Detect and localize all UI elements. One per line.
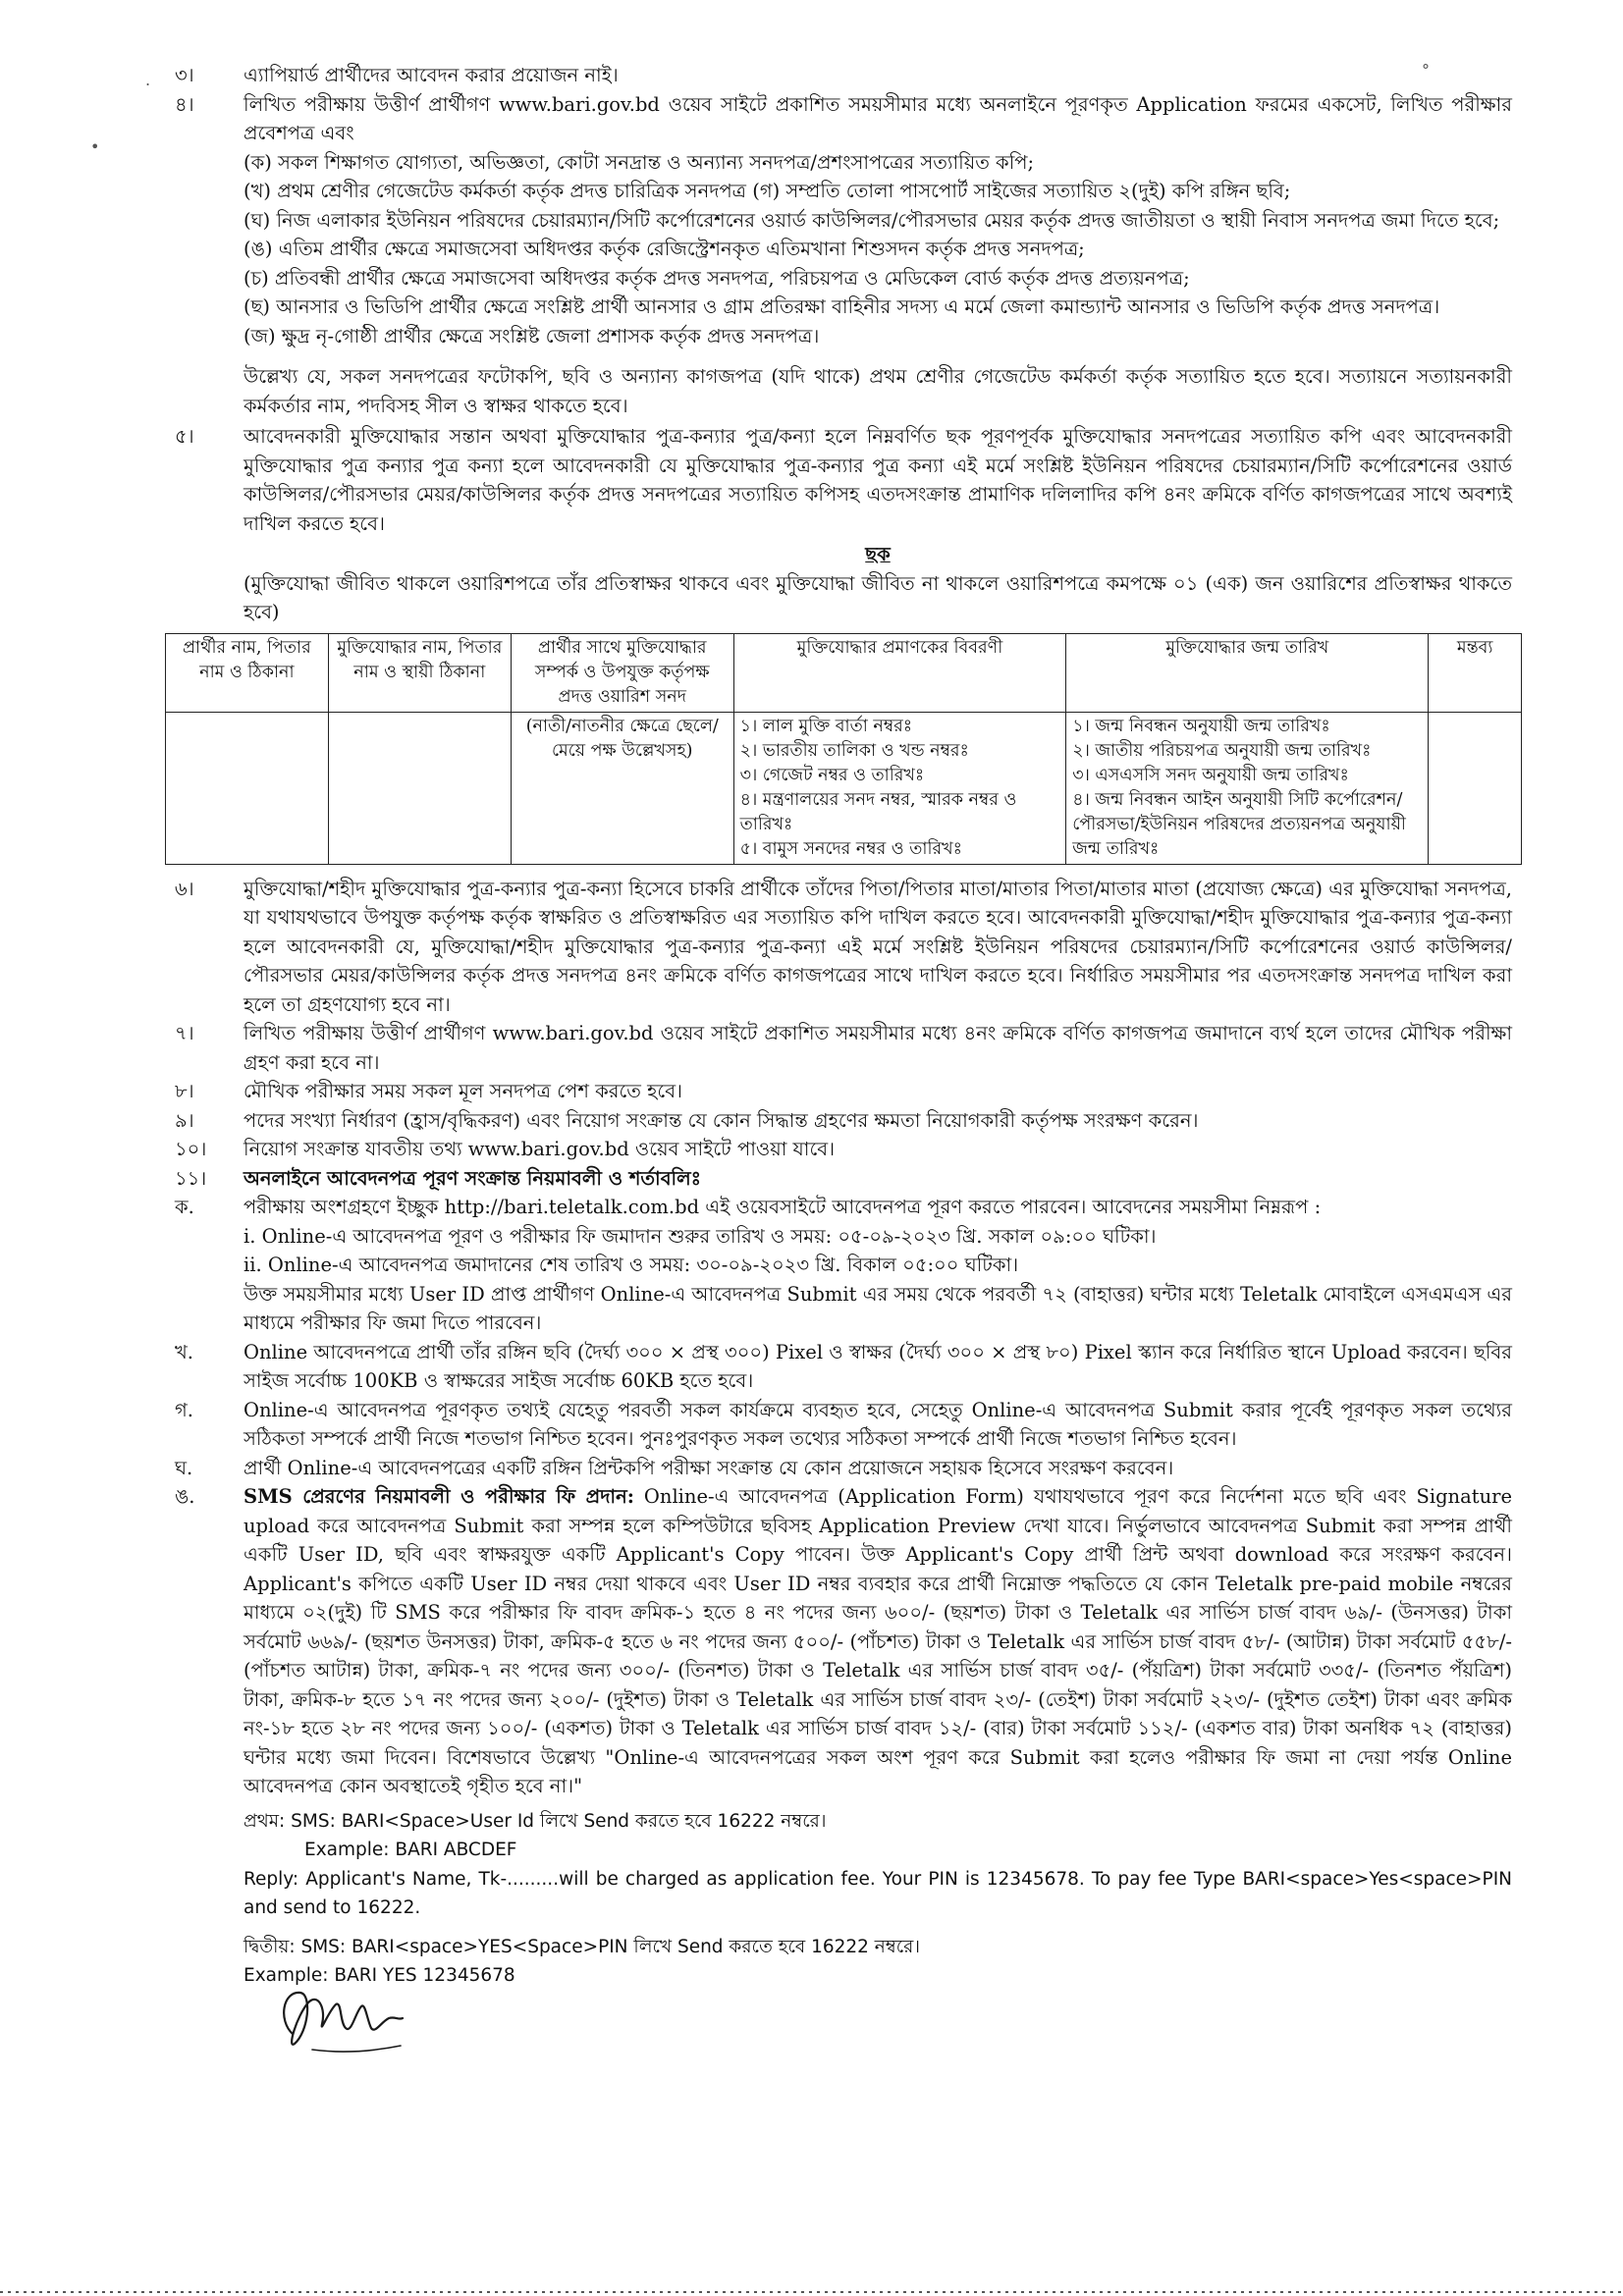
list-item bbox=[175, 875, 1512, 1020]
sms-second-step: দ্বিতীয়: SMS: BARI<space>YES<Space>PIN লিখে Send করতে হবে 16222 নম্বরে। bbox=[243, 1936, 920, 1957]
document-body bbox=[175, 61, 1512, 1991]
list-item bbox=[175, 1135, 1512, 1164]
list-item bbox=[175, 61, 1512, 90]
list-item bbox=[175, 1019, 1512, 1077]
proof-line: ৩। গেজেট নম্বর ও তারিখঃ bbox=[739, 765, 925, 785]
birth-line: ২। জাতীয় পরিচয়পত্র অনুযায়ী জন্ম তারিখঃ bbox=[1072, 740, 1372, 761]
table-cell bbox=[328, 712, 511, 864]
table-header-row bbox=[166, 633, 1522, 712]
rule-text: Online আবেদনপত্রে প্রার্থী তাঁর রঙ্গিন ছবি (দৈর্ঘ্য ৩০০ × প্রস্থ ৩০০) Pixel ও স্বাক্ষর (দৈর্ঘ্য ৩০০ × প্রস্থ ৮০) Pixel স্ক্যান করে নির্ধারিত স্থানে Upload করবেন। ছবির সাইজ সর্বোচ্চ 100KB ও স্বাক্ষরের সাইজ সর্বোচ্চ 60KB হতে হবে। bbox=[243, 1340, 1512, 1392]
rule-letter: ঘ. bbox=[175, 1456, 193, 1479]
sms-instructions bbox=[243, 1807, 1512, 1991]
item-text: লিখিত পরীক্ষায় উত্তীর্ণ প্রার্থীগণ www.bari.gov.bd ওয়েব সাইটে প্রকাশিত সময়সীমার মধ্যে ৪নং ক্রমিকে বর্ণিত কাগজপত্র জমাদানে ব্যর্থ হলে তাদের মৌখিক পরীক্ষা গ্রহণ করা হবে না। bbox=[243, 1022, 1512, 1074]
column-header: মুক্তিযোদ্ধার নাম, পিতার নাম ও স্থায়ী ঠিকানা bbox=[328, 633, 511, 712]
rule-text: প্রার্থী Online-এ আবেদনপত্রের একটি রঙ্গিন প্রিন্টকপি পরীক্ষা সংক্রান্ত যে কোন প্রয়োজনে সহায়ক হিসেবে সংরক্ষণ করবেন। bbox=[243, 1456, 1174, 1479]
rule-letter: খ. bbox=[175, 1340, 194, 1363]
proof-line: ৫। বামুস সনদের নম্বর ও তারিখঃ bbox=[739, 838, 962, 859]
sub-item: (চ) প্রতিবন্ধী প্রার্থীর ক্ষেত্রে সমাজসেবা অধিদপ্তর কর্তৃক প্রদত্ত সনদপত্র, পরিচয়পত্র ও মেডিকেল বোর্ড কর্তৃক প্রদত্ত প্রত্যয়নপত্র; bbox=[243, 266, 1190, 290]
rule-text: Online-এ আবেদনপত্র পূরণকৃত তথ্যই যেহেতু পরবর্তী সকল কার্যক্রমে ব্যবহৃত হবে, সেহেতু Online-এ আবেদনপত্র Submit করার পূর্বেই পূরণকৃত সকল তথ্যের সঠিকতা সম্পর্কে প্রার্থী নিজে শতভাগ নিশ্চিত হবেন। পুনঃপুরণকৃত সকল তথ্যের সঠিকতা সম্পর্কে প্রার্থী নিজে শতভাগ নিশ্চিত হবেন। bbox=[243, 1398, 1512, 1450]
sub-item: (খ) প্রথম শ্রেণীর গেজেটেড কর্মকর্তা কর্তৃক প্রদত্ত চারিত্রিক সনদপত্র (গ) সম্প্রতি তোলা পাসপোর্ট সাইজের সত্যায়িত ২(দুই) কপি রঙ্গিন ছবি; bbox=[243, 180, 1291, 202]
sub-item: (ক) সকল শিক্ষাগত যোগ্যতা, অভিজ্ঞতা, কোটা সনদ্রান্ত ও অন্যান্য সনদপত্র/প্রশংসাপত্রের সত্যায়িত কপি; bbox=[243, 150, 1035, 174]
table-row bbox=[166, 712, 1522, 864]
item-text: পদের সংখ্যা নির্ধারণ (হ্রাস/বৃদ্ধিকরণ) এবং নিয়োগ সংক্রান্ত যে কোন সিদ্ধান্ত গ্রহণের ক্ষমতা নিয়োগকারী কর্তৃপক্ষ সংরক্ষণ করেন। bbox=[243, 1108, 1199, 1132]
sms-rules-body: Online-এ আবেদনপত্র (Application Form) যথাযথভাবে পূরণ করে নির্দেশনা মতে ছবি এবং Signature upload করে আবেদনপত্র Submit করা সম্পন্ন হলে কম্পিউটারে ছবিসহ Application Preview দেখা যাবে। নির্ভুলভাবে আবেদনপত্র Submit করা সম্পন্ন প্রার্থী একটি User ID, ছবি এবং স্বাক্ষরযুক্ত একটি Applicant's Copy পাবেন। উক্ত Applicant's Copy প্রার্থী প্রিন্ট অথবা download করে সংরক্ষণ করবেন। Applicant's কপিতে একটি User ID নম্বর দেয়া থাকবে এবং User ID নম্বর ব্যবহার করে প্রার্থী নিম্নোক্ত পদ্ধতিতে যে কোন Teletalk pre-paid mobile নম্বরের মাধ্যমে ০২(দুই) টি SMS করে পরীক্ষার ফি বাবদ ক্রমিক-১ হতে ৪ নং পদের জন্য ৬০০/- (ছয়শত) টাকা ও Teletalk এর সার্ভিস চার্জ বাবদ ৬৯/- (উনসত্তর) টাকা সর্বমোট ৬৬৯/- (ছয়শত উনসত্তর) টাকা, ক্রমিক-৫ হতে ৬ নং পদের জন্য ৫০০/- (পাঁচশত) টাকা ও Teletalk এর সার্ভিস চার্জ বাবদ ৫৮/- (আটান্ন) টাকা সর্বমোট ৫৫৮/- (পাঁচশত আটান্ন) টাকা, ক্রমিক-৭ নং পদের জন্য ৩০০/- (তিনশত) টাকা ও Teletalk এর সার্ভিস চার্জ বাবদ ৩৫/- (পঁয়ত্রিশ) টাকা সর্বমোট ৩৩৫/- (তিনশত পঁয়ত্রিশ) টাকা, ক্রমিক-৮ হতে ১৭ নং পদের জন্য ২০০/- (দুইশত) টাকা ও Teletalk এর সার্ভিস চার্জ বাবদ ২৩/- (তেইশ) টাকা সর্বমোট ২২৩/- (দুইশত তেইশ) টাকা এবং ক্রমিক নং-১৮ হতে ২৮ নং পদের জন্য ১০০/- (একশত) টাকা ও Teletalk এর সার্ভিস চার্জ বাবদ ১২/- (বার) টাকা সর্বমোট ১১২/- (একশত বার) টাকা অনধিক ৭২ (বাহাত্তর) ঘন্টার মধ্যে জমা দিবেন। বিশেষভাবে উল্লেখ্য "Online-এ আবেদনপত্রের সকল অংশ পূরণ করে Submit করা হলেও পরীক্ষার ফি জমা না দেয়া পর্যন্ত Online আবেদনপত্র কোন অবস্থাতেই গৃহীত হবে না।" bbox=[243, 1485, 1512, 1797]
rule-text bbox=[243, 1482, 1512, 1801]
sms-reply: Reply: Applicant's Name, Tk-.........will be charged as application fee. Your PIN is 12345678. To pay fee Type BARI<space>Yes<space>PIN and send to 16222. bbox=[243, 1868, 1512, 1918]
item-text: আবেদনকারী মুক্তিযোদ্ধার সন্তান অথবা মুক্তিযোদ্ধার পুত্র-কন্যার পুত্র/কন্যা হলে নিম্নবর্ণিত ছক পূরণপূর্বক মুক্তিযোদ্ধার সনদপত্রের সত্যায়িত কপি এবং আবেদনকারী মুক্তিযোদ্ধার পুত্র কন্যার পুত্র কন্যা হলে আবেদনকারী যে মুক্তিযোদ্ধার পুত্র-কন্যার পুত্র কন্যা এই মর্মে সংশ্লিষ্ট ইউনিয়ন পরিষদের চেয়ারম্যান/সিটি কর্পোরেশনের ওয়ার্ড কাউন্সিলর/পৌরসভার মেয়র/কাউন্সিলর কর্তৃক প্রদত্ত সনদপত্রের সত্যায়িত কপিসহ এতদসংক্রান্ত প্রামাণিক দলিলাদির কপি ৪নং ক্রমিকে বর্ণিত কাগজপত্রের সাথে অবশ্যই দাখিল করতে হবে। bbox=[243, 425, 1512, 535]
table-cell bbox=[166, 712, 329, 864]
column-header: মুক্তিযোদ্ধার জন্ম তারিখ bbox=[1066, 633, 1429, 712]
rule-letter: ক. bbox=[175, 1196, 194, 1218]
schedule-end: ii. Online-এ আবেদনপত্র জমাদানের শেষ তারিখ ও সময়: ৩০-০৯-২০২৩ খ্রি. বিকাল ০৫:০০ ঘটিকা। bbox=[243, 1254, 1019, 1276]
item-text: মুক্তিযোদ্ধা/শহীদ মুক্তিযোদ্ধার পুত্র-কন্যার পুত্র-কন্যা হিসেবে চাকরি প্রার্থীকে তাঁদের পিতা/পিতার মাতা/মাতার পিতা/মাতার মাতা (প্রযোজ্য ক্ষেত্রে) এর মুক্তিযোদ্ধা সনদপত্র, যা যথাযথভাবে উপযুক্ত কর্তৃপক্ষ কর্তৃক স্বাক্ষরিত ও প্রতিস্বাক্ষরিত এর সত্যায়িত কপি দাখিল করতে হবে। আবেদনকারী মুক্তিযোদ্ধা/শহীদ মুক্তিযোদ্ধার পুত্র-কন্যার পুত্র-কন্যা হলে আবেদনকারী যে, মুক্তিযোদ্ধা/শহীদ মুক্তিযোদ্ধার পুত্র-কন্যার পুত্র-কন্যা এই মর্মে সংশ্লিষ্ট ইউনিয়ন পরিষদের চেয়ারম্যান/সিটি কর্পোরেশনের ওয়ার্ড কাউন্সিলর/পৌরসভার মেয়র/কাউন্সিলর কর্তৃক প্রদত্ত সনদপত্র ৪নং ক্রমিকে বর্ণিত কাগজপত্রের সাথে দাখিল করতে হবে। নির্ধারিত সময়সীমার পর এতদসংক্রান্ত সনদপত্র দাখিল করা হলে তা গ্রহণযোগ্য হবে না। bbox=[243, 877, 1512, 1016]
online-rule bbox=[175, 1482, 1512, 1801]
online-rules-heading: অনলাইনে আবেদনপত্র পূরণ সংক্রান্ত নিয়মাবলী ও শর্তাবলিঃ bbox=[243, 1166, 702, 1190]
item-number: ৮। bbox=[175, 1080, 194, 1102]
list-item bbox=[175, 1164, 1512, 1194]
item-number: ১০। bbox=[175, 1138, 207, 1160]
table-cell: (নাতী/নাতনীর ক্ষেত্রে ছেলে/মেয়ে পক্ষ উল্লেখসহ) bbox=[511, 712, 733, 864]
table-cell bbox=[1429, 712, 1522, 864]
online-rule bbox=[175, 1193, 1512, 1338]
item-text: লিখিত পরীক্ষায় উত্তীর্ণ প্রার্থীগণ www.bari.gov.bd ওয়েব সাইটে প্রকাশিত সময়সীমার মধ্যে অনলাইনে পূরণকৃত Application ফরমের একসেট, লিখিত পরীক্ষার প্রবেশপত্র এবং bbox=[243, 92, 1512, 144]
signature-image bbox=[273, 1963, 410, 2071]
list-item bbox=[175, 1106, 1512, 1136]
birth-line: ৪। জন্ম নিবন্ধন আইন অনুযায়ী সিটি কর্পোরেশন/পৌরসভা/ইউনিয়ন পরিষদের প্রত্যয়নপত্র অনুযায়ী জন্ম তারিখঃ bbox=[1072, 789, 1406, 859]
scan-mark: . bbox=[145, 71, 151, 89]
proof-line: ১। লাল মুক্তি বার্তা নম্বরঃ bbox=[739, 716, 913, 736]
table-cell bbox=[1066, 712, 1429, 864]
column-header: প্রার্থীর নাম, পিতার নাম ও ঠিকানা bbox=[166, 633, 329, 712]
column-header: প্রার্থীর সাথে মুক্তিযোদ্ধার সম্পর্ক ও উপযুক্ত কর্তৃপক্ষ প্রদত্ত ওয়ারিশ সনদ bbox=[511, 633, 733, 712]
sub-item: (ছ) আনসার ও ভিডিপি প্রার্থীর ক্ষেত্রে সংশ্লিষ্ট প্রার্থী আনসার ও গ্রাম প্রতিরক্ষা বাহিনীর সদস্য এ মর্মে জেলা কমান্ড্যান্ট আনসার ও ভিডিপি কর্তৃক প্রদত্ত সনদপত্র। bbox=[243, 295, 1440, 318]
proof-line: ৪। মন্ত্রণালয়ের সনদ নম্বর, স্মারক নম্বর ও তারিখঃ bbox=[739, 789, 1017, 834]
item-number: ১১। bbox=[175, 1166, 207, 1190]
sub-item: (ঘ) নিজ এলাকার ইউনিয়ন পরিষদের চেয়ারম্যান/সিটি কর্পোরেশনের ওয়ার্ড কাউন্সিলর/পৌরসভার মেয়র কর্তৃক প্রদত্ত জাতীয়তা ও স্থায়ী নিবাস সনদপত্র জমা দিতে হবে; bbox=[243, 208, 1500, 232]
birth-line: ৩। এসএসসি সনদ অনুযায়ী জন্ম তারিখঃ bbox=[1072, 765, 1349, 785]
online-rule bbox=[175, 1454, 1512, 1483]
column-header: মুক্তিযোদ্ধার প্রমাণকের বিবরণী bbox=[733, 633, 1066, 712]
list-item bbox=[175, 422, 1512, 538]
item-number: ৫। bbox=[175, 425, 194, 448]
online-rule bbox=[175, 1396, 1512, 1454]
item-text: এ্যাপিয়ার্ড প্রার্থীদের আবেদন করার প্রয়োজন নাই। bbox=[243, 64, 619, 86]
sms-example: Example: BARI YES 12345678 bbox=[243, 1965, 515, 1986]
birth-line: ১। জন্ম নিবন্ধন অনুযায়ী জন্ম তারিখঃ bbox=[1072, 716, 1330, 736]
sub-item: (জ) ক্ষুদ্র নৃ-গোষ্ঠী প্রার্থীর ক্ষেত্রে সংশ্লিষ্ট জেলা প্রশাসক কর্তৃক প্রদত্ত সনদপত্র। bbox=[243, 324, 820, 347]
table-cell bbox=[733, 712, 1066, 864]
rule-text: পরীক্ষায় অংশগ্রহণে ইচ্ছুক http://bari.teletalk.com.bd এই ওয়েবসাইটে আবেদনপত্র পূরণ করতে পারবেন। আবেদনের সময়সীমা নিম্নরূপ : bbox=[243, 1196, 1322, 1218]
attestation-note: উল্লেখ্য যে, সকল সনদপত্রের ফটোকপি, ছবি ও অন্যান্য কাগজপত্র (যদি থাকে) প্রথম শ্রেণীর গেজেটেড কর্মকর্তা কর্তৃক সত্যায়িত হতে হবে। সত্যায়নে সত্যায়নকারী কর্মকর্তার নাম, পদবিসহ সীল ও স্বাক্ষর থাকতে হবে। bbox=[243, 365, 1512, 417]
scan-mark: ° bbox=[1422, 61, 1430, 80]
scan-mark: • bbox=[90, 137, 100, 156]
item-text: মৌখিক পরীক্ষার সময় সকল মূল সনদপত্র পেশ করতে হবে। bbox=[243, 1080, 683, 1102]
sms-rules-lead: SMS প্রেরণের নিয়মাবলী ও পরীক্ষার ফি প্রদান: bbox=[243, 1485, 634, 1508]
sub-item: (ঙ) এতিম প্রার্থীর ক্ষেত্রে সমাজসেবা অধিদপ্তর কর্তৃক রেজিস্ট্রেশনকৃত এতিমখানা শিশুসদন কর্তৃক প্রদত্ত সনদপত্র; bbox=[243, 238, 1085, 260]
item-number: ৬। bbox=[175, 877, 194, 900]
rule-letter: ঙ. bbox=[175, 1485, 195, 1508]
item-number: ৭। bbox=[175, 1022, 194, 1044]
column-header: মন্তব্য bbox=[1429, 633, 1522, 712]
list-item bbox=[175, 90, 1512, 351]
chak-note: (মুক্তিযোদ্ধা জীবিত থাকলে ওয়ারিশপত্রে তাঁর প্রতিস্বাক্ষর থাকবে এবং মুক্তিযোদ্ধা জীবিত না থাকলে ওয়ারিশপত্রে কমপক্ষে ০১ (এক) জন ওয়ারিশের প্রতিস্বাক্ষর থাকতে হবে) bbox=[243, 571, 1512, 623]
sms-first-step: প্রথম: SMS: BARI<Space>User Id লিখে Send করতে হবে 16222 নম্বরে। bbox=[243, 1810, 827, 1832]
item-number: ৪। bbox=[175, 92, 194, 116]
rule-text: উক্ত সময়সীমার মধ্যে User ID প্রাপ্ত প্রার্থীগণ Online-এ আবেদনপত্র Submit এর সময় থেকে পরবর্তী ৭২ (বাহাত্তর) ঘন্টার মধ্যে Teletalk মোবাইলে এসএমএস এর মাধ্যমে পরীক্ষার ফি জমা দিতে পারবেন। bbox=[243, 1282, 1512, 1334]
freedom-fighter-table bbox=[165, 633, 1522, 865]
item-number: ৩। bbox=[175, 64, 194, 86]
list-item bbox=[175, 1077, 1512, 1106]
schedule-start: i. Online-এ আবেদনপত্র পূরণ ও পরীক্ষার ফি জমাদান শুরুর তারিখ ও সময়: ০৫-০৯-২০২৩ খ্রি. সকাল ০৯:০০ ঘটিকা। bbox=[243, 1224, 1157, 1248]
sms-example: Example: BARI ABCDEF bbox=[304, 1840, 517, 1860]
chak-heading: ছক bbox=[865, 543, 891, 565]
online-rule bbox=[175, 1338, 1512, 1396]
scan-edge bbox=[0, 2286, 1623, 2296]
item-number: ৯। bbox=[175, 1108, 194, 1132]
rule-letter: গ. bbox=[175, 1398, 193, 1421]
proof-line: ২। ভারতীয় তালিকা ও খন্ড নম্বরঃ bbox=[739, 740, 969, 761]
item-text: নিয়োগ সংক্রান্ত যাবতীয় তথ্য www.bari.gov.bd ওয়েব সাইটে পাওয়া যাবে। bbox=[243, 1138, 836, 1160]
